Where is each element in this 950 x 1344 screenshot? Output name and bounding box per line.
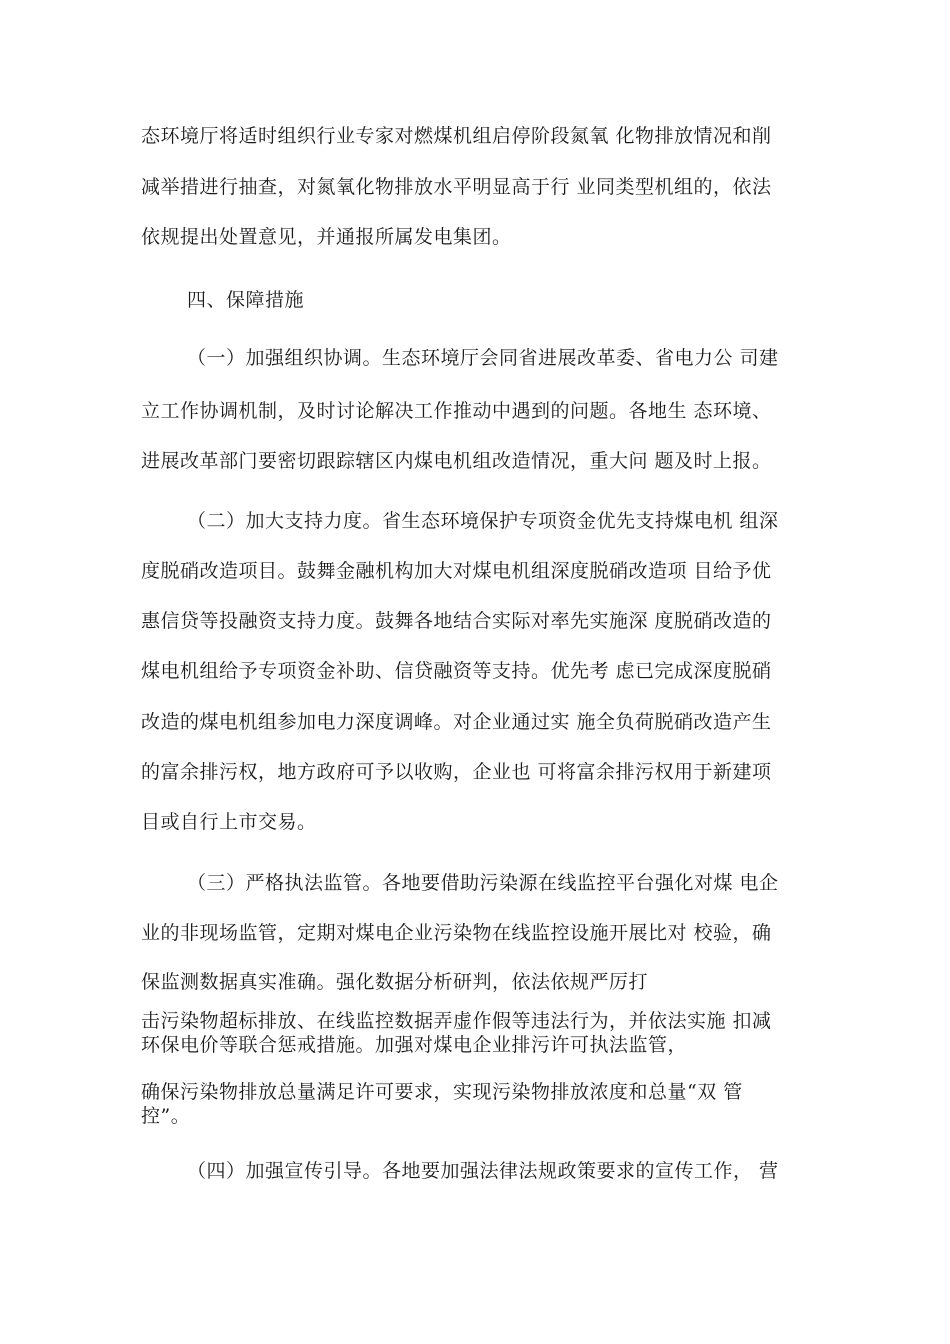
text-line: 业的非现场监管，定期对煤电企业污染物在线监控设施开展比对 校验，确	[141, 922, 772, 944]
text-line: 保监测数据真实准确。强化数据分析研判，依法依规严厉打	[141, 971, 649, 993]
text-line: 煤电机组给予专项资金补助、信贷融资等支持。优先考 虑已完成深度脱硝	[141, 660, 772, 682]
text-line: 的富余排污权，地方政府可予以收购，企业也 可将富余排污权用于新建项	[141, 761, 772, 783]
text-line: 目或自行上市交易。	[141, 811, 317, 833]
text-line: 度脱硝改造项目。鼓舞金融机构加大对煤电机组深度脱硝改造项 目给予优	[141, 560, 772, 582]
text-line: 进展改革部门要密切跟踪辖区内煤电机组改造情况，重大问 题及时上报。	[141, 450, 772, 472]
text-line: 惠信贷等投融资支持力度。鼓舞各地结合实际对率先实施深 度脱硝改造的	[141, 610, 772, 632]
text-line: 环保电价等联合惩戒措施。加强对煤电企业排污许可执法监管，	[141, 1034, 688, 1056]
text-line: 减举措进行抽查，对氮氧化物排放水平明显高于行 业同类型机组的，依法	[141, 176, 772, 198]
text-line: 依规提出处置意见，并通报所属发电集团。	[141, 226, 512, 248]
text-line: （四）加强宣传引导。各地要加强法律法规政策要求的宣传工作， 营	[187, 1160, 779, 1182]
text-line: 改造的煤电机组参加电力深度调峰。对企业通过实 施全负荷脱硝改造产生	[141, 711, 772, 733]
text-line: 击污染物超标排放、在线监控数据弄虚作假等违法行为，并依法实施 扣减	[141, 1010, 772, 1032]
text-line: 确保污染物排放总量满足许可要求，实现污染物排放浓度和总量“双 管	[141, 1081, 743, 1103]
text-line: （一）加强组织协调。生态环境厅会同省进展改革委、省电力公 司建	[187, 347, 779, 369]
text-line: （二）加大支持力度。省生态环境保护专项资金优先支持煤电机 组深	[187, 510, 779, 532]
section-heading: 四、保障措施	[187, 289, 305, 311]
text-line: 立工作协调机制，及时讨论解决工作推动中遇到的问题。各地生 态环境、	[141, 400, 772, 422]
text-line: （三）严格执法监管。各地要借助污染源在线监控平台强化对煤 电企	[187, 872, 779, 894]
text-line: 控”。	[141, 1105, 191, 1127]
text-line: 态环境厅将适时组织行业专家对燃煤机组启停阶段氮氧 化物排放情况和削	[141, 125, 772, 147]
